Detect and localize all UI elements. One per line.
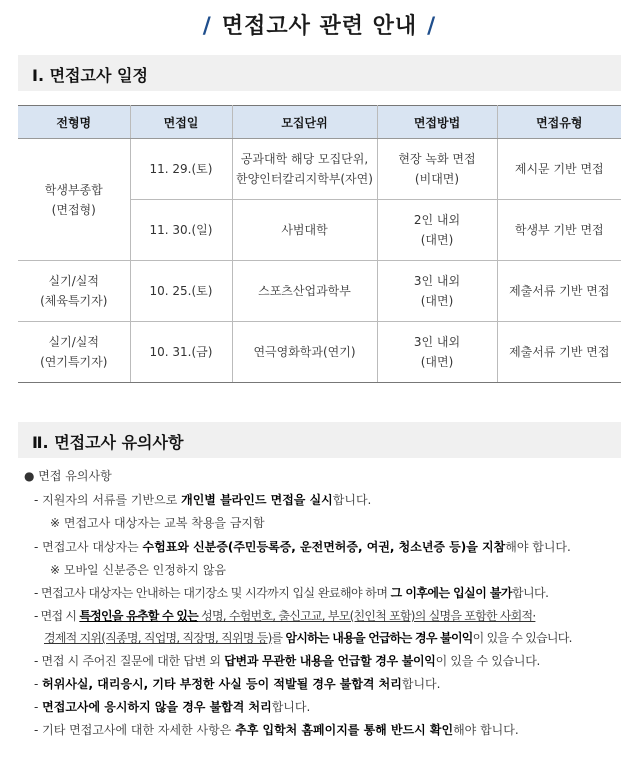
- table-row: [18, 139, 621, 200]
- cell-method: 3인 내외 (대면): [377, 261, 497, 322]
- cell-method: 2인 내외 (대면): [377, 200, 497, 261]
- bullet-icon: ●: [24, 469, 39, 483]
- cell-type: 실기/실적 (체육특기자): [18, 261, 130, 322]
- table-row: [18, 322, 621, 383]
- cell-date: 10. 31.(금): [130, 322, 232, 383]
- cell-date: 11. 29.(토): [130, 139, 232, 200]
- section-2-title: Ⅱ. 면접고사 유의사항: [32, 433, 184, 452]
- header-type: 전형명: [18, 106, 130, 139]
- note-sub-item: ※ 면접고사 대상자는 교복 착용을 금지함: [50, 516, 265, 530]
- header-kind: 면접유형: [497, 106, 621, 139]
- cell-unit: 연극영화학과(연기): [232, 322, 377, 383]
- note-item: - 면접 시 주어진 질문에 대한 답변 외 답변과 무관한 내용을 언급할 경우 불이익이 있을 수 있습니다.: [34, 654, 541, 668]
- section-2-header: [18, 422, 621, 458]
- note-item-continued: 경제적 지위(직종명, 직업명, 직장명, 직위명 등)를 암시하는 내용을 언급하는 경우 불이익이 있을 수 있습니다.: [44, 631, 572, 645]
- section-1-header: [18, 55, 621, 91]
- cell-type: 학생부종합 (면접형): [18, 139, 130, 261]
- cell-unit: 공과대학 해당 모집단위, 한양인터칼리지학부(자연): [232, 139, 377, 200]
- cell-unit: 스포츠산업과학부: [232, 261, 377, 322]
- note-item: - 면접고사 대상자는 안내하는 대기장소 및 시각까지 입실 완료해야 하며 그 이후에는 입실이 불가합니다.: [34, 586, 549, 600]
- note-item: - 허위사실, 대리응시, 기타 부정한 사실 등이 적발될 경우 불합격 처리합니다.: [34, 677, 441, 691]
- schedule-table: [18, 105, 621, 383]
- header-unit: 모집단위: [232, 106, 377, 139]
- note-item: - 면접고사 대상자는 수험표와 신분증(주민등록증, 운전면허증, 여권, 청소년증 등)을 지참해야 합니다.: [34, 540, 571, 554]
- note-item: - 면접 시 특정인을 유추할 수 있는 성명, 수험번호, 출신고교, 부모(친인척 포함)의 실명을 포함한 사회적·: [34, 609, 536, 623]
- notes-heading: ● 면접 유의사항: [24, 469, 112, 483]
- note-item: - 지원자의 서류를 기반으로 개인별 블라인드 면접을 실시합니다.: [34, 493, 372, 507]
- header-date: 면접일: [130, 106, 232, 139]
- cell-kind: 제시문 기반 면접: [497, 139, 621, 200]
- cell-unit: 사범대학: [232, 200, 377, 261]
- section-1-title: Ⅰ. 면접고사 일정: [32, 66, 148, 85]
- cell-method: 3인 내외 (대면): [377, 322, 497, 383]
- cell-date: 11. 30.(일): [130, 200, 232, 261]
- note-item: - 면접고사에 응시하지 않을 경우 불합격 처리합니다.: [34, 700, 311, 714]
- page-title: / 면접고사 관련 안내 /: [202, 14, 437, 39]
- table-header-row: [18, 106, 621, 139]
- cell-method: 현장 녹화 면접 (비대면): [377, 139, 497, 200]
- cell-type: 실기/실적 (연기특기자): [18, 322, 130, 383]
- note-item: - 기타 면접고사에 대한 자세한 사항은 추후 입학처 홈페이지를 통해 반드시 확인해야 합니다.: [34, 723, 519, 737]
- table-row: [18, 261, 621, 322]
- cell-kind: 제출서류 기반 면접: [497, 322, 621, 383]
- note-sub-item: ※ 모바일 신분증은 인정하지 않음: [50, 563, 227, 577]
- cell-kind: 학생부 기반 면접: [497, 200, 621, 261]
- cell-date: 10. 25.(토): [130, 261, 232, 322]
- header-method: 면접방법: [377, 106, 497, 139]
- cell-kind: 제출서류 기반 면접: [497, 261, 621, 322]
